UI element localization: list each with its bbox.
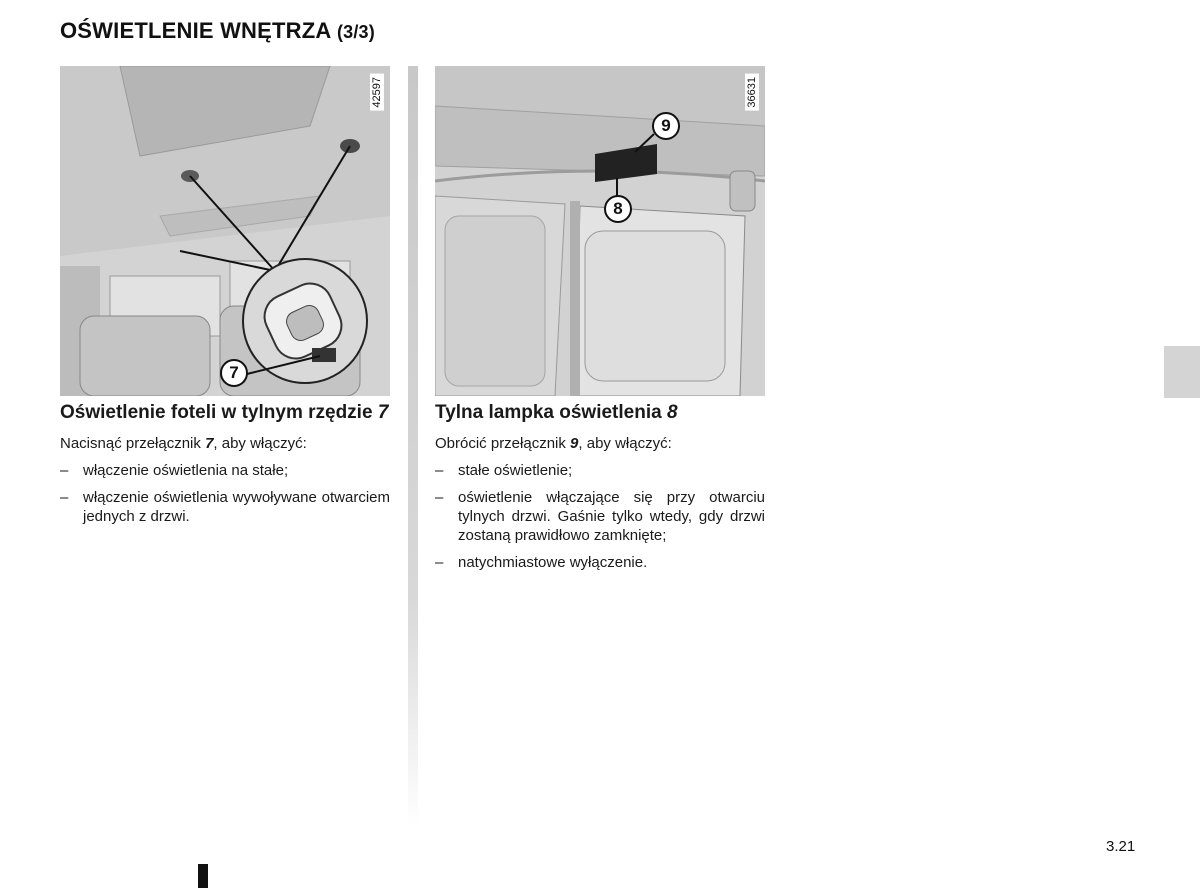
dash: – (435, 489, 444, 506)
rear-seat-lighting-illustration (60, 66, 390, 396)
intro-ref: 7 (205, 435, 214, 452)
chapter-tab (1164, 346, 1200, 398)
figure-code: 36631 (745, 74, 759, 111)
page-title (60, 18, 375, 44)
page-edge-mark (198, 864, 208, 888)
option-list (60, 461, 390, 526)
list-item-text: włączenie oświetlenia wywoływane otwarciem jednych z drzwi. (83, 489, 390, 525)
page-title-suffix: (3/3) (336, 22, 375, 42)
rear-lamp-section (435, 402, 765, 580)
list-item (435, 488, 765, 545)
intro-text-end: , aby włączyć: (213, 435, 307, 452)
dash: – (60, 489, 69, 506)
intro-text-end: , aby włączyć: (578, 435, 672, 452)
intro-ref: 9 (570, 435, 579, 452)
dash: – (60, 462, 69, 479)
section-heading-ref: 7 (377, 402, 389, 423)
section-heading (435, 402, 765, 424)
list-item (60, 461, 390, 480)
list-item (435, 461, 765, 480)
dash: – (435, 554, 444, 571)
callout-7: 7 (220, 359, 248, 387)
page-title-text: OŚWIETLENIE WNĘTRZA (60, 18, 331, 43)
section-intro (60, 434, 390, 453)
section-heading (60, 402, 390, 424)
rear-lamp-illustration (435, 66, 765, 396)
page-number: 3.21 (1106, 838, 1136, 855)
list-item-text: stałe oświetlenie; (458, 462, 573, 479)
rear-lamp-drawing (435, 66, 765, 396)
section-heading-text: Tylna lampka oświetlenia (435, 402, 662, 423)
callout-9: 9 (652, 112, 680, 140)
list-item-text: natychmiastowe wyłączenie. (458, 554, 648, 571)
dash: – (435, 462, 444, 479)
intro-text: Nacisnąć przełącznik (60, 435, 206, 452)
section-intro (435, 434, 765, 453)
option-list (435, 461, 765, 572)
rear-seat-lighting-drawing (60, 66, 390, 396)
section-heading-ref: 8 (666, 402, 678, 423)
section-heading-text: Oświetlenie foteli w tylnym rzędzie (60, 402, 373, 423)
intro-text: Obrócić przełącznik (435, 435, 571, 452)
list-item-text: oświetlenie włączające się przy otwarciu tylnych drzwi. Gaśnie tylko wtedy, gdy drzwi zostaną prawidłowo zamknięte; (458, 489, 765, 544)
list-item-text: włączenie oświetlenia na stałe; (83, 462, 289, 479)
rear-seat-lighting-section (60, 402, 390, 534)
column-divider (408, 66, 418, 826)
figure-code: 42597 (370, 74, 384, 111)
list-item (435, 553, 765, 572)
callout-8: 8 (604, 195, 632, 223)
list-item (60, 488, 390, 526)
